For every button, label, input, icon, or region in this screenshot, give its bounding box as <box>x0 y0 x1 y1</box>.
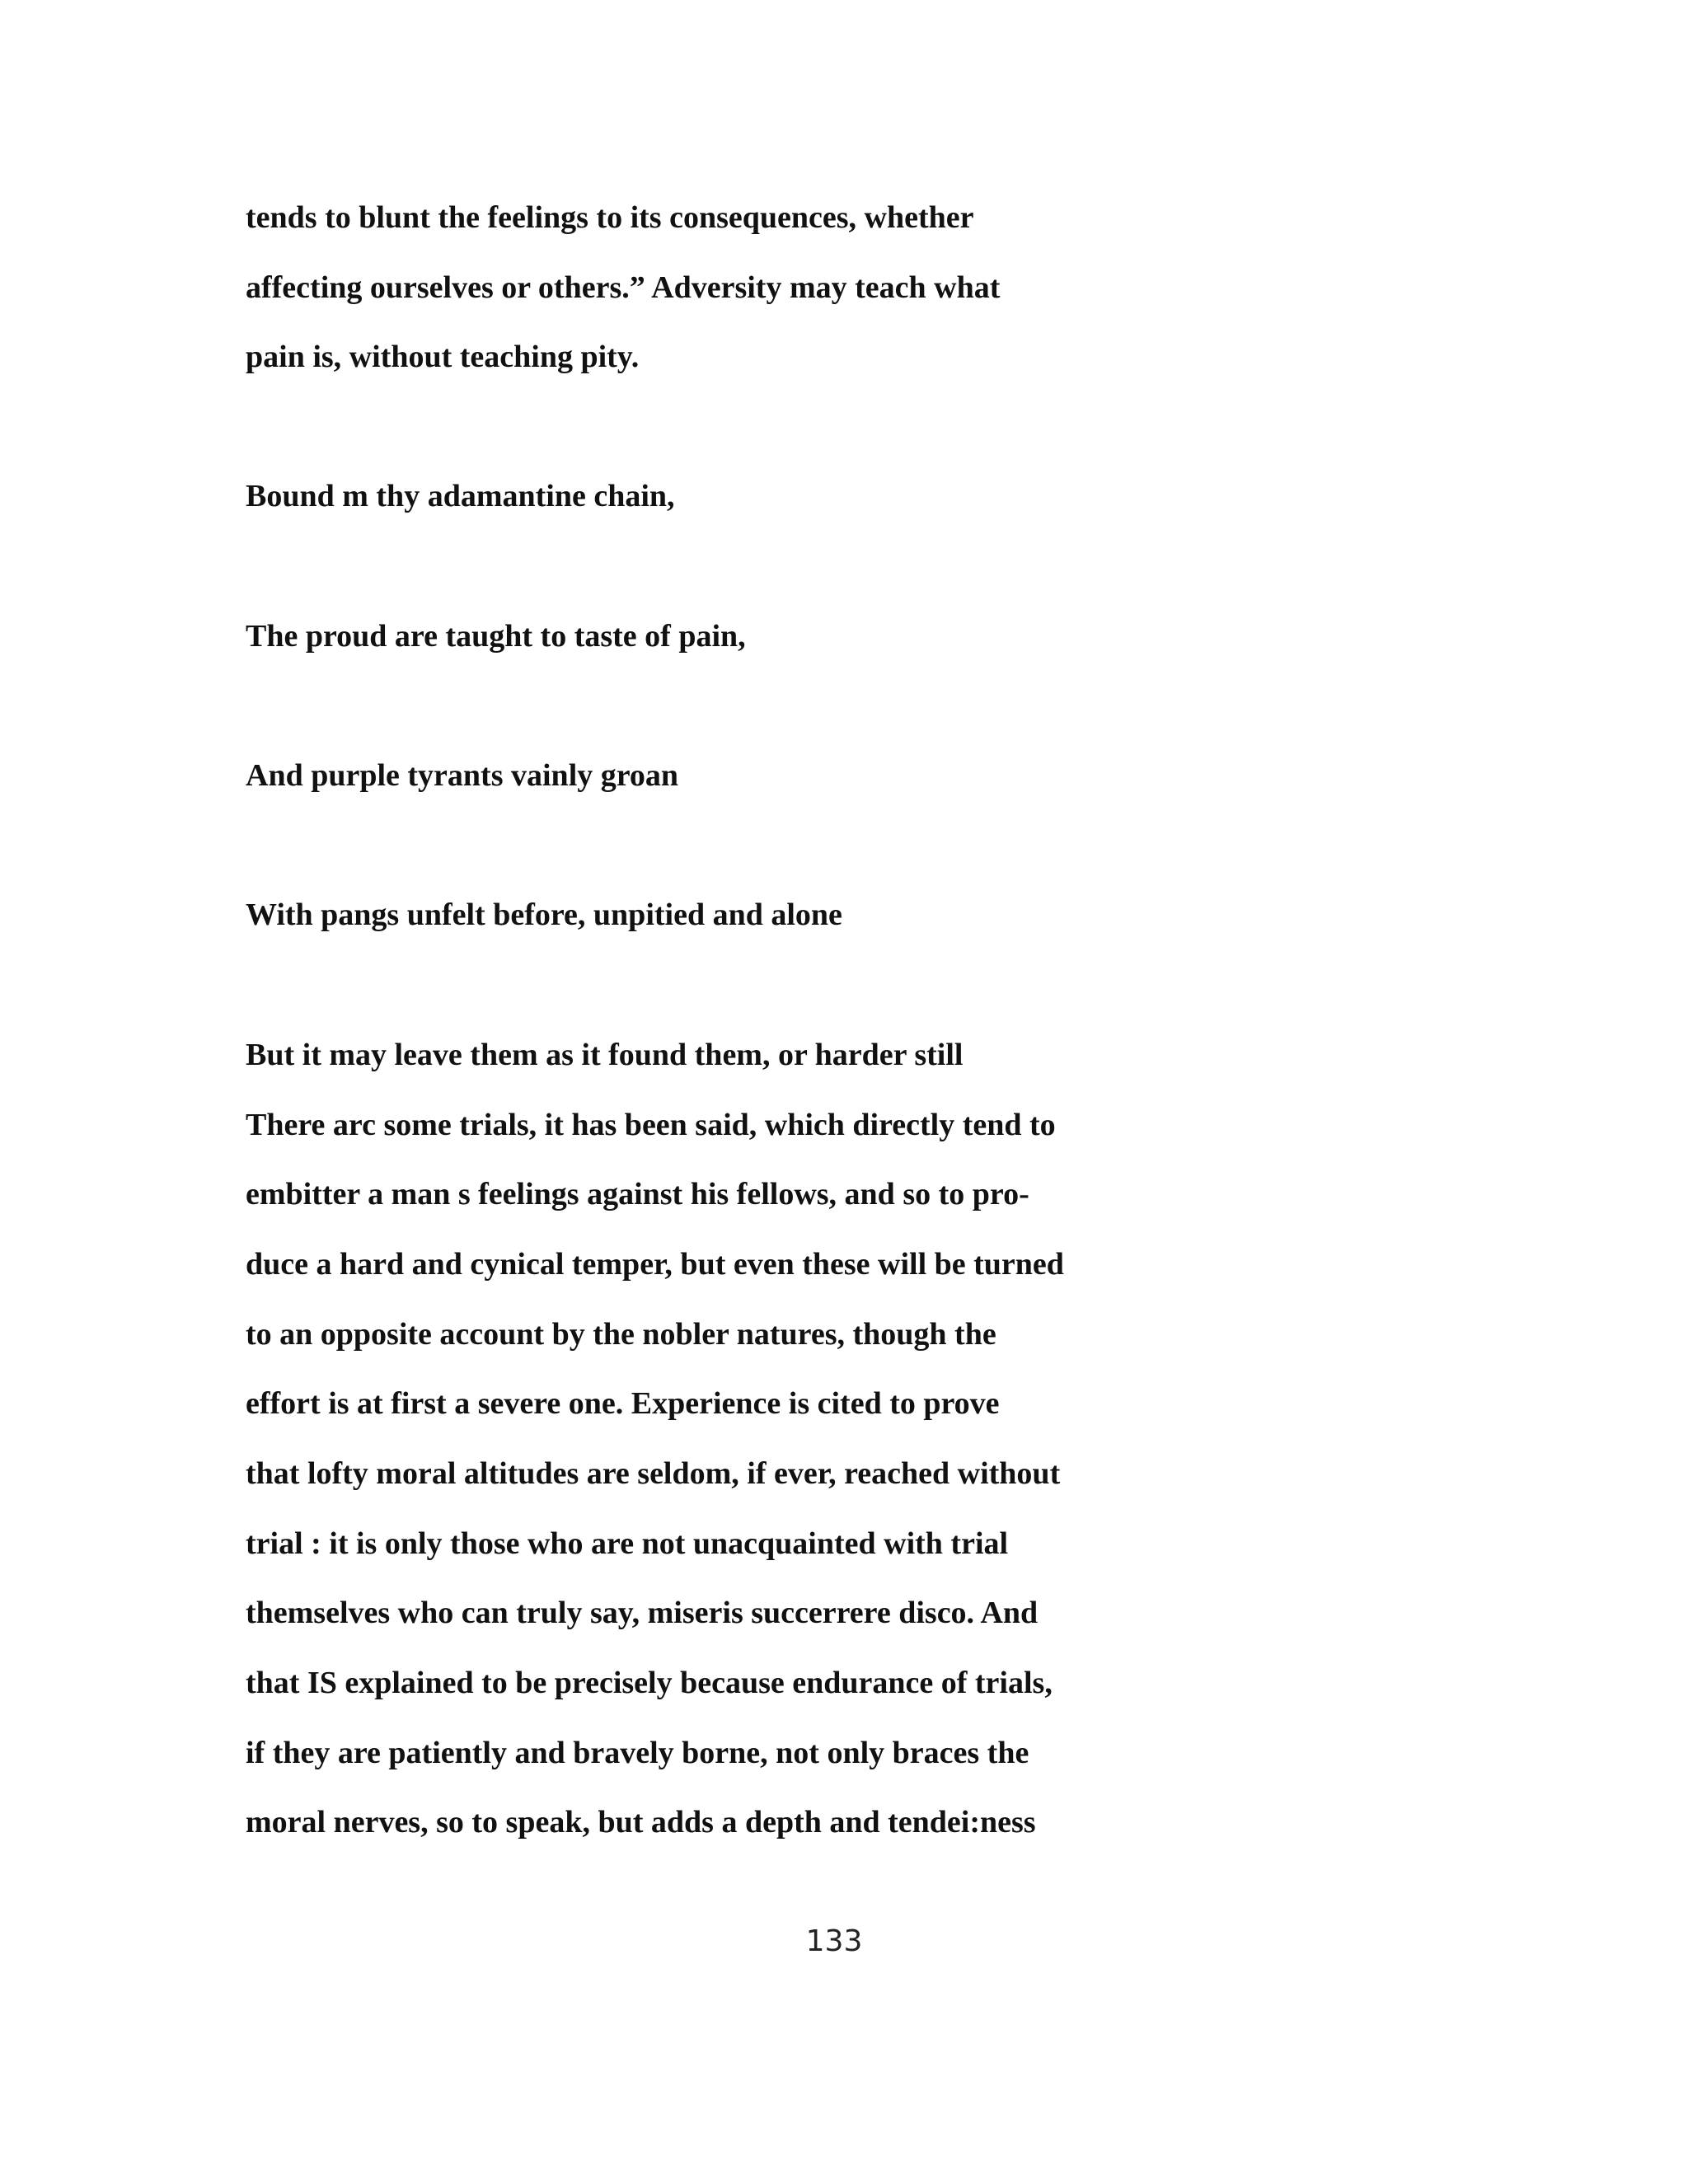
body-line: pain is, without teaching pity. <box>246 340 640 374</box>
body-line: that lofty moral altitudes are seldom, if ever, reached without <box>246 1456 1061 1491</box>
verse-line: And purple tyrants vainly groan <box>246 758 679 793</box>
body-line: to an opposite account by the nobler natures, though the <box>246 1317 996 1352</box>
verse-line: With pangs unfelt before, unpitied and alone <box>246 898 842 932</box>
body-line: tends to blunt the feelings to its consequences, whether <box>246 200 974 235</box>
verse-line: Bound m thy adamantine chain, <box>246 479 675 513</box>
verse-line: The proud are taught to taste of pain, <box>246 619 746 654</box>
page-number: 133 <box>805 1924 863 1958</box>
body-line: moral nerves, so to speak, but adds a depth and tendei:ness <box>246 1805 1036 1840</box>
body-line: affecting ourselves or others.” Adversity may teach what <box>246 270 1001 305</box>
body-line: duce a hard and cynical temper, but even these will be turned <box>246 1247 1064 1282</box>
body-line: There arc some trials, it has been said, which directly tend to <box>246 1108 1056 1142</box>
body-line: embitter a man s feelings against his fellows, and so to pro- <box>246 1177 1029 1212</box>
body-line: trial : it is only those who are not unacquainted with trial <box>246 1526 1009 1561</box>
body-line: that IS explained to be precisely because endurance of trials, <box>246 1666 1053 1700</box>
body-line: But it may leave them as it found them, or harder still <box>246 1038 964 1072</box>
body-line: if they are patiently and bravely borne, not only braces the <box>246 1736 1029 1770</box>
body-line: effort is at first a severe one. Experience is cited to prove <box>246 1386 1000 1421</box>
body-line: themselves who can truly say, miseris succerrere disco. And <box>246 1596 1039 1630</box>
